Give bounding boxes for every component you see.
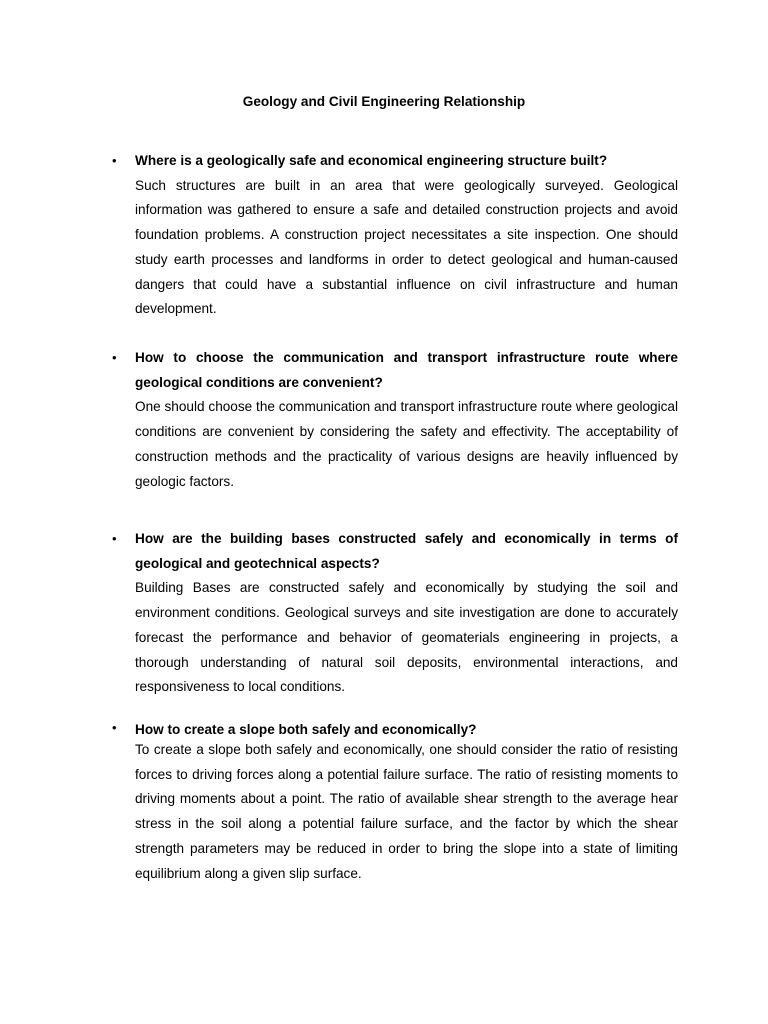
bullet-icon: •: [112, 350, 117, 365]
section-question: How are the building bases constructed safely and economically in terms of geological and geotechnical aspects?: [135, 531, 678, 571]
section-answer: One should choose the communication and transport infrastructure route where geological conditions are convenient by considering the safety and effectivity. The acceptability of construction methods and the practicality of various designs are heavily influenced by geologic factors.: [135, 399, 678, 489]
bullet-icon: •: [112, 531, 117, 546]
qa-section: [112, 527, 678, 700]
section-question: How to choose the communication and transport infrastructure route where geological conditions are convenient?: [135, 350, 678, 390]
qa-section: [112, 717, 678, 886]
document-title: Geology and Civil Engineering Relationship: [242, 94, 526, 109]
section-answer: To create a slope both safely and economically, one should consider the ratio of resisting forces to driving forces along a potential failure surface. The ratio of resisting moments to driving moments about a point. The ratio of available shear strength to the average hear stress in the soil along a potential failure surface, and the factor by which the shear strength parameters may be reduced in order to bring the slope into a state of limiting equilibrium along a given slip surface.: [135, 742, 678, 881]
qa-section: [112, 149, 678, 322]
section-question: How to create a slope both safely and economically?: [135, 722, 477, 737]
bullet-icon: •: [112, 720, 117, 735]
section-answer: Such structures are built in an area that were geologically surveyed. Geological information was gathered to ensure a safe and detailed construction projects and avoid foundation problems. A construction project necessitates a site inspection. One should study earth processes and landforms in order to detect geological and human-caused dangers that could have a substantial influence on civil infrastructure and human development.: [135, 177, 678, 317]
section-question: Where is a geologically safe and economical engineering structure built?: [135, 153, 608, 168]
section-answer: Building Bases are constructed safely and economically by studying the soil and environment conditions. Geological surveys and site investigation are done to accurately forecast the performance and behavior of geomaterials engineering in projects, a thorough understanding of natural soil deposits, environmental interactions, and responsiveness to local conditions.: [135, 580, 678, 695]
bullet-icon: •: [112, 153, 117, 168]
qa-section: [112, 346, 678, 494]
